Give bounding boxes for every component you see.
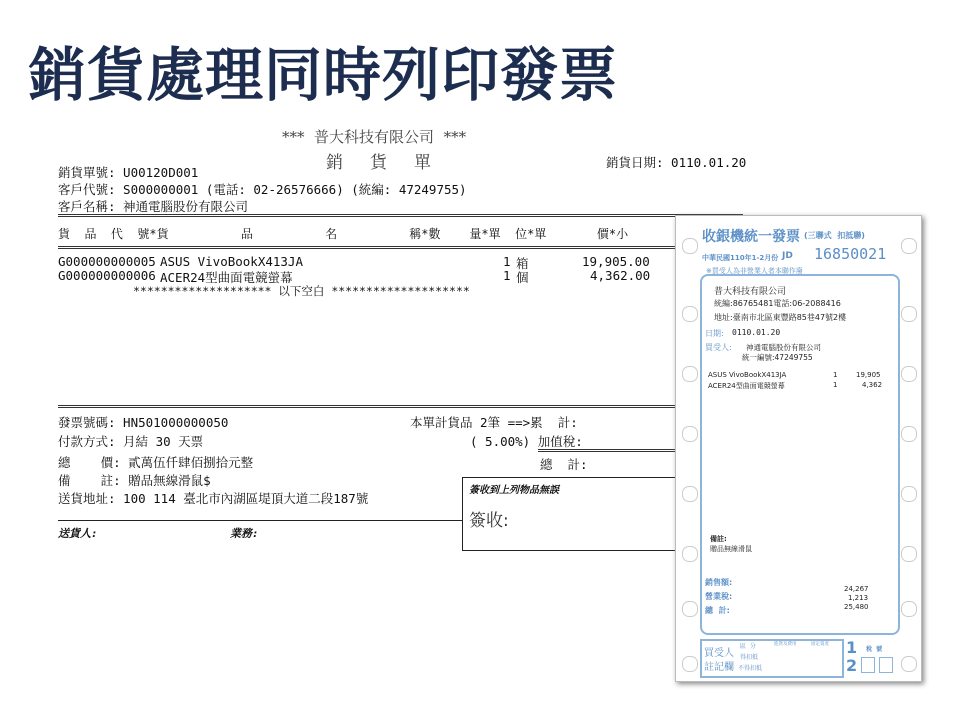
- category-label: 區 分: [740, 643, 756, 650]
- buyer-note-1: 買受人: [704, 648, 734, 659]
- order-no: 銷貨單號: U00120D001: [58, 165, 199, 180]
- buyer-id: 統一編號:47249755: [742, 353, 813, 362]
- col-expense: 進貨及費用: [774, 642, 797, 647]
- divider: [58, 246, 678, 249]
- item-code: G000000000005: [58, 254, 156, 269]
- address: 送貨地址: 100 114 臺北市內湖區堤頂大道二段187號: [58, 491, 369, 506]
- sales-label: 銷售額:: [705, 578, 733, 587]
- invoice-item-name: ASUS VivoBookX413JA: [708, 371, 787, 379]
- company-name: *** 普大科技有限公司 ***: [282, 128, 467, 146]
- customer-code: 客戶代號: S000000001 (電話: 02-26576666) (統編: 47249755): [58, 182, 467, 197]
- invoice-no: 發票號碼: HN501000000050: [58, 415, 229, 430]
- invoice-remark: 贈品無線滑鼠: [710, 545, 752, 553]
- item-unit: 箱: [516, 256, 529, 271]
- divider: [58, 214, 743, 217]
- item-code: G000000000006: [58, 268, 156, 283]
- buyer-name: 神通電腦股份有限公司: [746, 343, 821, 352]
- invoice-note: ※買受人為非營業人者本聯作廢: [706, 267, 803, 275]
- invoice-period: 中華民國110年1-2月份: [702, 254, 779, 262]
- deliverer-label: 送貨人:: [58, 527, 98, 540]
- item-qty: 1: [503, 268, 511, 283]
- invoice-item-qty: 1: [833, 381, 838, 389]
- invoice-item-amount: 4,362: [862, 381, 883, 389]
- customer-name: 客戶名稱: 神通電腦股份有限公司: [58, 199, 249, 214]
- total-amount: 25,480: [844, 603, 869, 611]
- invoice-prefix: JD: [782, 251, 793, 261]
- doc-type: 銷 貨 單: [326, 153, 432, 173]
- code-1: 1: [846, 638, 858, 657]
- item-price: 19,905.00: [582, 254, 650, 269]
- invoice-date: 0110.01.20: [732, 328, 781, 337]
- page-title: 銷貨處理同時列印發票: [28, 41, 619, 109]
- item-unit: 個: [516, 270, 529, 285]
- total-words: 總 價: 貳萬伍仟肆佰捌拾元整: [58, 455, 254, 470]
- nondeductible-label: 不得扣抵: [738, 665, 763, 672]
- divider: [58, 405, 678, 408]
- sign-label: 簽收:: [469, 511, 509, 531]
- invoice-number: 16850021: [814, 245, 887, 263]
- sale-date: 銷貨日期: 0110.01.20: [606, 155, 747, 170]
- sales-label: 業務:: [230, 527, 259, 540]
- tax-rate: ( 5.00%) 加值稅:: [470, 434, 583, 449]
- deductible-label: 得扣抵: [740, 654, 759, 661]
- date-label: 日期:: [705, 329, 724, 338]
- sign-header: 簽收到上列物品無誤: [469, 485, 559, 496]
- code-2: 2: [846, 656, 858, 675]
- unified-invoice-image: [675, 215, 922, 682]
- sales-amount: 24,267: [844, 585, 869, 593]
- tax-amount: 1,213: [848, 594, 869, 602]
- col-assets: 固定資產: [811, 642, 829, 647]
- invoice-title: 收銀機統一發票: [702, 229, 800, 245]
- signature-box: [462, 477, 679, 551]
- item-price: 4,362.00: [590, 268, 651, 283]
- remark: 備 註: 贈品無線滑鼠$: [58, 473, 211, 488]
- buyer-note-2: 註記欄: [704, 662, 734, 673]
- invoice-item-qty: 1: [833, 371, 838, 379]
- tax-label: 營業稅:: [705, 592, 733, 601]
- payment-method: 付款方式: 月結 30 天票: [58, 434, 204, 449]
- total-label: 總 計:: [540, 457, 588, 472]
- code-label: 稅 號: [866, 646, 883, 653]
- item-qty: 1: [503, 254, 511, 269]
- seller-id: 統編:86765481電話:06-2088416: [714, 299, 841, 308]
- buyer-label: 買受人:: [705, 343, 732, 352]
- blank-line: ******************** 以下空白 ********************: [133, 284, 470, 298]
- item-name: ASUS VivoBookX413JA: [160, 254, 303, 269]
- seller-address: 地址:臺南市北區東豐路85巷47號2樓: [714, 313, 847, 322]
- total-label: 總 計:: [705, 606, 730, 615]
- invoice-item-name: ACER24型曲面電競螢幕: [708, 382, 785, 390]
- seller-name: 普大科技有限公司: [714, 287, 787, 297]
- invoice-remark-label: 備註:: [710, 535, 727, 543]
- item-name: ACER24型曲面電競螢幕: [160, 270, 293, 285]
- summary-count: 本單計貨品 2筆 ==>累 計:: [410, 415, 578, 430]
- column-headers: 貨 品 代 號*貨 品 名 稱*數 量*單 位*單 價*小: [58, 227, 629, 241]
- divider: [538, 449, 678, 452]
- signature-line: [58, 520, 468, 521]
- invoice-item-amount: 19,905: [856, 371, 881, 379]
- invoice-subtitle: (三聯式 扣抵聯): [804, 231, 865, 240]
